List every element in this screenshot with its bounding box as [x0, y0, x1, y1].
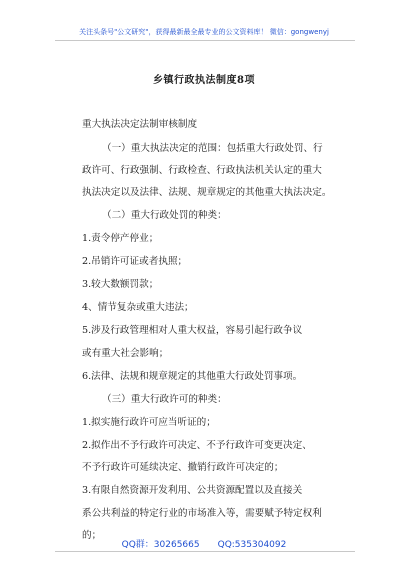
list-item: 3.较大数额罚款；: [82, 279, 159, 290]
footer-divider: [55, 551, 355, 552]
list-item: 3.有限自然资源开发利用、公共资源配置以及直接关: [82, 485, 303, 496]
footer-qq: QQ:535304092: [217, 540, 287, 550]
paragraph-line: （一）重大执法决定的范围：包括重大行政处罚、行: [102, 143, 323, 154]
list-item: 5.涉及行政管理相对人重大权益，容易引起行政争议: [82, 325, 303, 336]
paragraph-line: 系公共利益的特定行业的市场准入等，需要赋予特定权利: [82, 508, 322, 519]
paragraph-line: 政许可、行政强制、行政检查、行政执法机关认定的重大: [82, 165, 322, 176]
list-item: 1.责令停产停业；: [82, 233, 159, 244]
paragraph-line: 不予行政许可延续决定、撤销行政许可决定的；: [82, 462, 284, 473]
footer-contact: [0, 537, 408, 550]
list-item: 2.吊销许可证或者执照；: [82, 256, 188, 267]
list-item: 1.拟实施行政许可应当听证的；: [82, 417, 216, 428]
paragraph-line: （三）重大行政许可的种类：: [102, 394, 227, 405]
footer-qq-group: QQ群：30265665: [121, 540, 200, 550]
paragraph-line: 或有重大社会影响；: [82, 348, 169, 359]
list-item: 2.拟作出不予行政许可决定、不予行政许可变更决定、: [82, 440, 312, 451]
list-item: 6.法律、法规和规章规定的其他重大行政处罚事项。: [82, 371, 303, 382]
header-banner: 关注头条号"公文研究"，获得最新最全最专业的公文资料库！ 微信：gongwenyj: [79, 28, 329, 36]
document-title: 乡镇行政执法制度8项: [153, 75, 255, 86]
paragraph-line: 执法决定以及法律、法规、规章规定的其他重大执法决定。: [82, 187, 332, 198]
paragraph-line: （二）重大行政处罚的种类：: [102, 210, 227, 221]
section-heading: 重大执法决定法制审核制度: [82, 119, 198, 130]
paragraph-line: 的；: [82, 530, 102, 541]
list-item: 4、情节复杂或重大违法；: [82, 302, 194, 313]
